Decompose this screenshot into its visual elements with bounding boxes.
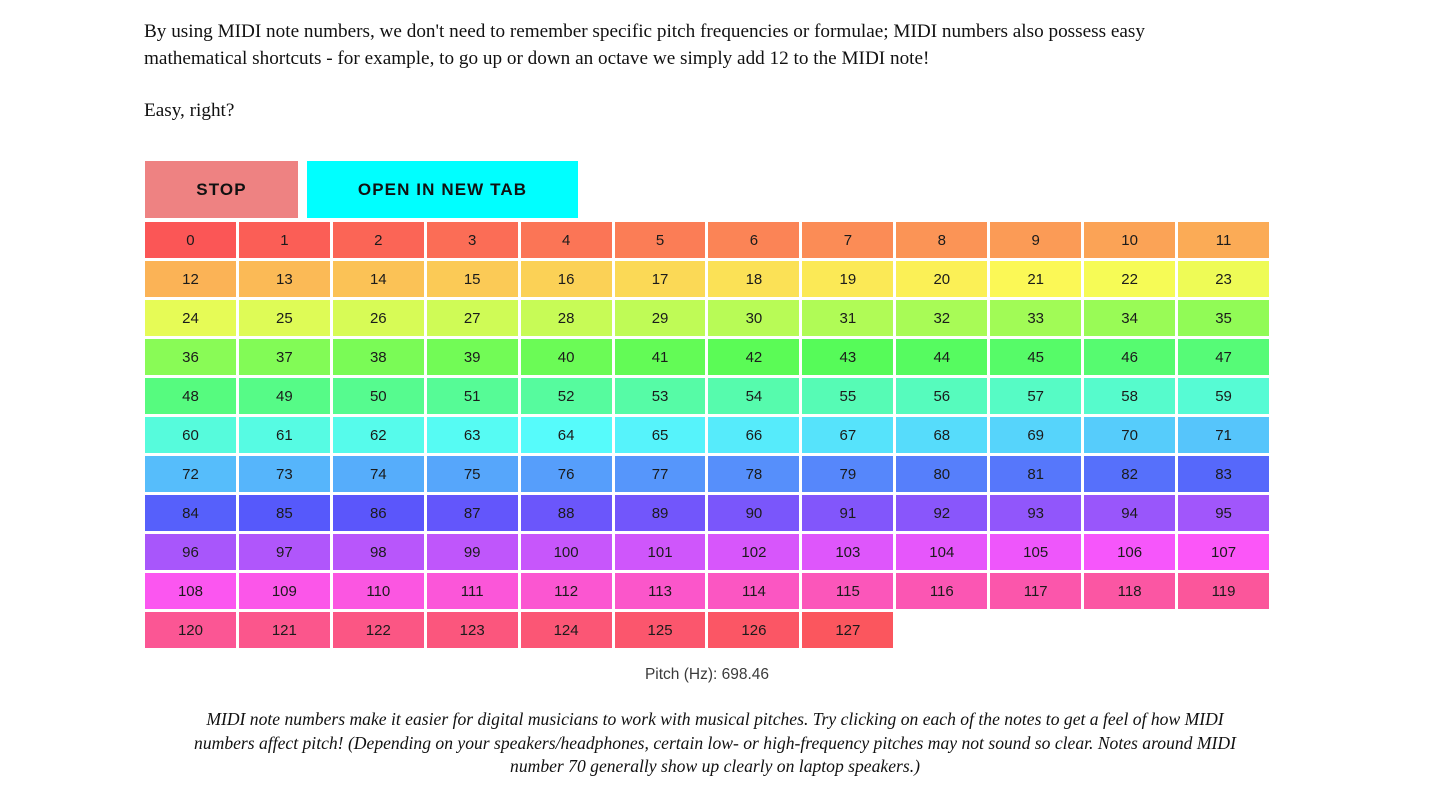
- midi-note-cell[interactable]: 119: [1178, 573, 1269, 609]
- midi-note-cell[interactable]: 112: [521, 573, 612, 609]
- midi-note-cell[interactable]: 42: [708, 339, 799, 375]
- midi-note-cell[interactable]: 111: [427, 573, 518, 609]
- midi-note-cell[interactable]: 20: [896, 261, 987, 297]
- midi-note-cell[interactable]: 43: [802, 339, 893, 375]
- midi-note-cell[interactable]: 124: [521, 612, 612, 648]
- midi-note-cell[interactable]: 52: [521, 378, 612, 414]
- midi-note-cell[interactable]: 7: [802, 222, 893, 258]
- midi-note-cell[interactable]: 51: [427, 378, 518, 414]
- midi-note-cell[interactable]: 90: [708, 495, 799, 531]
- midi-note-cell[interactable]: 103: [802, 534, 893, 570]
- midi-note-cell[interactable]: 80: [896, 456, 987, 492]
- midi-note-cell[interactable]: 5: [615, 222, 706, 258]
- midi-note-cell[interactable]: 46: [1084, 339, 1175, 375]
- midi-note-cell[interactable]: 95: [1178, 495, 1269, 531]
- midi-note-cell[interactable]: 118: [1084, 573, 1175, 609]
- midi-note-cell[interactable]: 93: [990, 495, 1081, 531]
- midi-note-cell[interactable]: 45: [990, 339, 1081, 375]
- midi-note-cell[interactable]: 74: [333, 456, 424, 492]
- midi-note-cell[interactable]: 96: [145, 534, 236, 570]
- midi-note-cell[interactable]: 39: [427, 339, 518, 375]
- intro-prose: [144, 19, 1248, 125]
- midi-note-cell[interactable]: 32: [896, 300, 987, 336]
- midi-note-cell[interactable]: 47: [1178, 339, 1269, 375]
- midi-note-cell[interactable]: 102: [708, 534, 799, 570]
- midi-note-cell[interactable]: 63: [427, 417, 518, 453]
- midi-note-cell[interactable]: 56: [896, 378, 987, 414]
- midi-note-cell[interactable]: 75: [427, 456, 518, 492]
- midi-note-cell[interactable]: 31: [802, 300, 893, 336]
- midi-note-cell[interactable]: 71: [1178, 417, 1269, 453]
- footnote-text: MIDI note numbers make it easier for digital musicians to work with musical pitches. Try clicking on each of the notes to get a feel of how MIDI numbers affect pitch! (Depending on your speakers/headphones, certain low- or high-frequency pitches may not sound so clear. Notes around MIDI number 70 generally show up clearly on laptop speakers.): [194, 709, 1236, 776]
- midi-note-cell[interactable]: 2: [333, 222, 424, 258]
- intro-paragraph-1: By using MIDI note numbers, we don't need to remember specific pitch frequencies or formulae; MIDI numbers also possess easy mathematical shortcuts - for example, to go up or down an octave we simply add 12 to the MIDI note!: [144, 21, 1145, 69]
- midi-note-cell[interactable]: 92: [896, 495, 987, 531]
- midi-note-cell[interactable]: 82: [1084, 456, 1175, 492]
- midi-note-cell[interactable]: 61: [239, 417, 330, 453]
- midi-note-cell[interactable]: 44: [896, 339, 987, 375]
- midi-note-cell[interactable]: 28: [521, 300, 612, 336]
- midi-note-cell[interactable]: 29: [615, 300, 706, 336]
- midi-note-cell[interactable]: 94: [1084, 495, 1175, 531]
- midi-note-cell[interactable]: 88: [521, 495, 612, 531]
- midi-note-cell[interactable]: 50: [333, 378, 424, 414]
- midi-note-cell[interactable]: 100: [521, 534, 612, 570]
- midi-note-cell[interactable]: 36: [145, 339, 236, 375]
- open-in-new-tab-button[interactable]: OPEN IN NEW TAB: [307, 161, 578, 218]
- midi-note-cell[interactable]: 123: [427, 612, 518, 648]
- midi-note-cell[interactable]: 86: [333, 495, 424, 531]
- midi-note-cell[interactable]: 72: [145, 456, 236, 492]
- midi-note-cell[interactable]: 91: [802, 495, 893, 531]
- midi-note-cell[interactable]: 16: [521, 261, 612, 297]
- midi-note-cell[interactable]: 23: [1178, 261, 1269, 297]
- midi-note-cell[interactable]: 15: [427, 261, 518, 297]
- intro-paragraph-2: Easy, right?: [144, 100, 235, 121]
- midi-note-cell[interactable]: 65: [615, 417, 706, 453]
- midi-note-cell[interactable]: 67: [802, 417, 893, 453]
- midi-note-cell[interactable]: 21: [990, 261, 1081, 297]
- midi-note-cell[interactable]: 104: [896, 534, 987, 570]
- midi-note-cell[interactable]: 68: [896, 417, 987, 453]
- midi-note-cell[interactable]: 64: [521, 417, 612, 453]
- pitch-readout: Pitch (Hz): 698.46: [644, 666, 770, 683]
- midi-note-cell[interactable]: 6: [708, 222, 799, 258]
- midi-note-cell[interactable]: 85: [239, 495, 330, 531]
- midi-note-cell[interactable]: 26: [333, 300, 424, 336]
- midi-note-cell[interactable]: 120: [145, 612, 236, 648]
- midi-note-cell[interactable]: 117: [990, 573, 1081, 609]
- midi-note-cell[interactable]: 11: [1178, 222, 1269, 258]
- midi-note-cell[interactable]: 24: [145, 300, 236, 336]
- midi-note-cell[interactable]: 69: [990, 417, 1081, 453]
- midi-note-cell[interactable]: 101: [615, 534, 706, 570]
- midi-note-cell[interactable]: 49: [239, 378, 330, 414]
- midi-note-cell[interactable]: 107: [1178, 534, 1269, 570]
- midi-note-cell[interactable]: 81: [990, 456, 1081, 492]
- midi-note-cell[interactable]: 106: [1084, 534, 1175, 570]
- midi-note-cell[interactable]: 105: [990, 534, 1081, 570]
- midi-note-cell[interactable]: 55: [802, 378, 893, 414]
- midi-note-cell[interactable]: 3: [427, 222, 518, 258]
- midi-note-cell[interactable]: 10: [1084, 222, 1175, 258]
- midi-note-cell[interactable]: 125: [615, 612, 706, 648]
- midi-note-cell[interactable]: 98: [333, 534, 424, 570]
- midi-note-cell[interactable]: 25: [239, 300, 330, 336]
- midi-note-cell[interactable]: 60: [145, 417, 236, 453]
- midi-note-cell[interactable]: 126: [708, 612, 799, 648]
- midi-note-cell[interactable]: 84: [145, 495, 236, 531]
- midi-note-cell[interactable]: 99: [427, 534, 518, 570]
- midi-note-cell[interactable]: 87: [427, 495, 518, 531]
- midi-note-cell[interactable]: 17: [615, 261, 706, 297]
- midi-note-cell[interactable]: 38: [333, 339, 424, 375]
- midi-note-cell[interactable]: 12: [145, 261, 236, 297]
- midi-note-cell[interactable]: 33: [990, 300, 1081, 336]
- midi-note-cell[interactable]: 37: [239, 339, 330, 375]
- midi-note-cell[interactable]: 34: [1084, 300, 1175, 336]
- midi-note-cell[interactable]: 59: [1178, 378, 1269, 414]
- midi-note-cell[interactable]: 35: [1178, 300, 1269, 336]
- midi-note-cell[interactable]: 113: [615, 573, 706, 609]
- midi-note-cell[interactable]: 76: [521, 456, 612, 492]
- midi-note-cell[interactable]: 1: [239, 222, 330, 258]
- midi-note-cell[interactable]: 4: [521, 222, 612, 258]
- midi-note-cell[interactable]: 48: [145, 378, 236, 414]
- midi-note-cell[interactable]: 57: [990, 378, 1081, 414]
- stop-button[interactable]: STOP: [145, 161, 298, 218]
- midi-note-cell[interactable]: 83: [1178, 456, 1269, 492]
- midi-note-cell[interactable]: 109: [239, 573, 330, 609]
- midi-note-cell[interactable]: 108: [145, 573, 236, 609]
- midi-note-cell[interactable]: 62: [333, 417, 424, 453]
- midi-note-cell[interactable]: 40: [521, 339, 612, 375]
- midi-note-cell[interactable]: 70: [1084, 417, 1175, 453]
- midi-note-cell[interactable]: 54: [708, 378, 799, 414]
- midi-note-cell[interactable]: 0: [145, 222, 236, 258]
- midi-note-cell[interactable]: 115: [802, 573, 893, 609]
- midi-note-cell[interactable]: 30: [708, 300, 799, 336]
- midi-note-cell[interactable]: 53: [615, 378, 706, 414]
- midi-note-cell[interactable]: 27: [427, 300, 518, 336]
- midi-note-cell[interactable]: 58: [1084, 378, 1175, 414]
- midi-note-cell[interactable]: 116: [896, 573, 987, 609]
- midi-note-grid: [145, 222, 1269, 648]
- midi-note-cell[interactable]: 73: [239, 456, 330, 492]
- midi-note-cell[interactable]: 19: [802, 261, 893, 297]
- midi-note-cell[interactable]: 8: [896, 222, 987, 258]
- midi-note-cell[interactable]: 97: [239, 534, 330, 570]
- midi-note-cell[interactable]: 41: [615, 339, 706, 375]
- midi-note-cell[interactable]: 13: [239, 261, 330, 297]
- midi-note-cell[interactable]: 18: [708, 261, 799, 297]
- midi-note-cell[interactable]: 122: [333, 612, 424, 648]
- midi-note-cell[interactable]: 89: [615, 495, 706, 531]
- midi-note-cell[interactable]: 121: [239, 612, 330, 648]
- midi-note-cell[interactable]: 22: [1084, 261, 1175, 297]
- midi-note-cell[interactable]: 66: [708, 417, 799, 453]
- midi-note-cell[interactable]: 9: [990, 222, 1081, 258]
- midi-note-cell[interactable]: 77: [615, 456, 706, 492]
- midi-note-cell[interactable]: 114: [708, 573, 799, 609]
- midi-note-cell[interactable]: 79: [802, 456, 893, 492]
- control-button-row: [145, 161, 578, 218]
- midi-note-cell[interactable]: 78: [708, 456, 799, 492]
- midi-note-cell[interactable]: 14: [333, 261, 424, 297]
- midi-note-cell[interactable]: 127: [802, 612, 893, 648]
- midi-note-cell[interactable]: 110: [333, 573, 424, 609]
